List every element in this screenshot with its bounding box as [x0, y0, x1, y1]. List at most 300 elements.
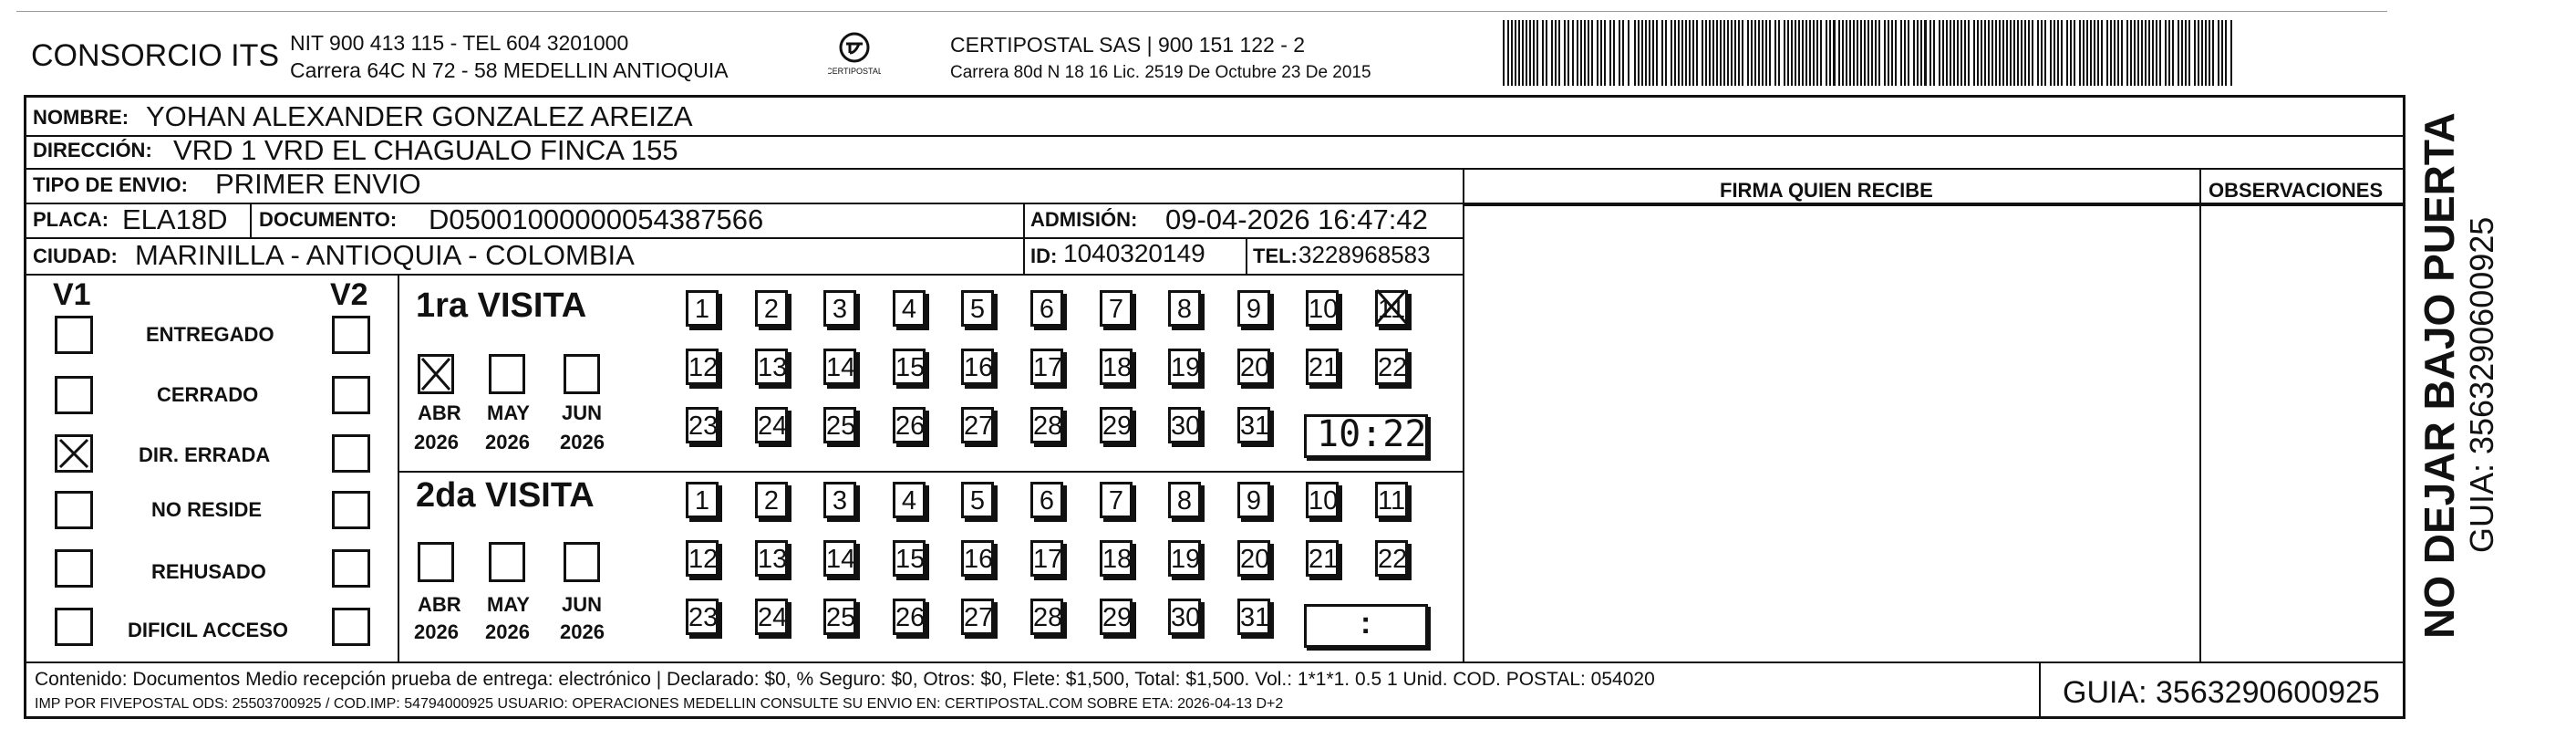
barcode-bar	[1778, 20, 1780, 86]
second-day-29[interactable]: 29	[1100, 599, 1133, 635]
nit-line: NIT 900 413 115 - TEL 604 3201000	[290, 31, 629, 55]
col-line	[2199, 168, 2201, 661]
second-month-label-may: MAY	[487, 593, 530, 616]
barcode-bar	[1968, 20, 1970, 86]
barcode-bar	[1522, 20, 1524, 86]
v2-checkbox-rehusado[interactable]	[332, 549, 370, 588]
barcode-bar	[1774, 20, 1776, 86]
barcode-bar	[1720, 20, 1722, 86]
second-year-label: 2026	[485, 620, 530, 643]
nombre-value: YOHAN ALEXANDER GONZALEZ AREIZA	[146, 100, 693, 132]
barcode-bar	[2017, 20, 2019, 86]
second-day-18[interactable]: 18	[1100, 540, 1133, 577]
barcode-bar	[1842, 20, 1844, 86]
v1-checkbox-no-reside[interactable]	[55, 491, 93, 529]
first-day-16[interactable]: 16	[961, 349, 994, 385]
barcode-bar	[1529, 20, 1531, 86]
col-line	[1246, 237, 1247, 274]
barcode-bar	[2114, 20, 2116, 86]
barcode-bar	[2010, 20, 2012, 86]
first-day-14[interactable]: 14	[823, 349, 856, 385]
barcode-bar	[2006, 20, 2008, 86]
barcode-bar	[1727, 20, 1729, 86]
barcode-bar	[1712, 20, 1714, 86]
svg-text:CERTIPOSTAL: CERTIPOSTAL	[828, 67, 881, 76]
barcode-bar	[1702, 20, 1703, 86]
barcode-bar	[1716, 20, 1718, 86]
barcode-bar	[1849, 20, 1851, 86]
barcode-bar	[1900, 20, 1902, 86]
barcode-bar	[1572, 20, 1574, 86]
barcode-bar	[1503, 20, 1505, 86]
first-day-9[interactable]: 9	[1237, 290, 1270, 327]
barcode-bar	[1738, 20, 1740, 86]
documento-value: D05001000000054387566	[429, 203, 764, 235]
first-day-6[interactable]: 6	[1030, 290, 1063, 327]
footer-print-info: IMP POR FIVEPOSTAL ODS: 25503700925 / COD.IMP: 54794000925 USUARIO: OPERACIONES MEDELLIN CONSULTE SU ENVIO EN: CERTIPOSTAL.COM SOBRE ETA: 2026-04-13 D+2	[35, 696, 1284, 712]
first-day-25[interactable]: 25	[823, 407, 856, 443]
barcode-bar	[1546, 20, 1547, 86]
barcode-bar	[2185, 20, 2187, 86]
barcode-bar	[1731, 20, 1733, 86]
first-month-may[interactable]	[489, 354, 525, 394]
second-year-label: 2026	[560, 620, 605, 643]
barcode-bar	[1960, 20, 1962, 86]
second-day-31[interactable]: 31	[1237, 599, 1270, 635]
barcode-bar	[2106, 20, 2108, 86]
status-no-reside: NO RESIDE	[151, 498, 263, 521]
barcode-bar	[1895, 20, 1897, 86]
v1-checkbox-entregado[interactable]	[55, 316, 93, 354]
barcode-bar	[1933, 20, 1935, 86]
barcode-bar	[1656, 20, 1658, 86]
col-line	[1463, 168, 1464, 661]
barcode-bar	[1584, 20, 1586, 86]
second-day-9[interactable]: 9	[1237, 482, 1270, 518]
second-day-12[interactable]: 12	[686, 540, 719, 577]
barcode-bar	[1787, 20, 1789, 86]
barcode-bar	[1988, 20, 1990, 86]
barcode-bar	[2137, 20, 2139, 86]
barcode-bar	[2145, 20, 2147, 86]
second-month-may[interactable]	[489, 542, 525, 582]
second-day-25[interactable]: 25	[823, 599, 856, 635]
second-day-3[interactable]: 3	[823, 482, 856, 518]
barcode-bar	[1758, 20, 1760, 86]
second-day-10[interactable]: 10	[1306, 482, 1339, 518]
first-day-1[interactable]: 1	[686, 290, 719, 327]
barcode-bar	[2181, 20, 2183, 86]
barcode-bar	[1705, 20, 1707, 86]
barcode-bar	[1999, 20, 2001, 86]
barcode-bar	[2168, 20, 2170, 86]
first-day-22[interactable]: 22	[1375, 349, 1408, 385]
barcode-bar	[1802, 20, 1804, 86]
first-day-28[interactable]: 28	[1030, 407, 1063, 443]
barcode-bar	[1511, 20, 1513, 86]
barcode-bar	[1638, 20, 1640, 86]
barcode-bar	[2188, 20, 2190, 86]
second-month-abr[interactable]	[418, 542, 454, 582]
barcode-bar	[1904, 20, 1906, 86]
row-line	[398, 471, 1463, 473]
second-day-17[interactable]: 17	[1030, 540, 1063, 577]
col-line	[250, 203, 252, 237]
first-day-18[interactable]: 18	[1100, 349, 1133, 385]
col-line	[2039, 661, 2041, 719]
barcode-bar	[1957, 20, 1959, 86]
first-day-24[interactable]: 24	[755, 407, 788, 443]
second-year-label: 2026	[414, 620, 459, 643]
v2-checkbox-cerrado[interactable]	[332, 376, 370, 414]
second-day-30[interactable]: 30	[1168, 599, 1201, 635]
barcode-bar	[1609, 20, 1611, 86]
barcode-bar	[1652, 20, 1654, 86]
first-month-label-jun: JUN	[562, 401, 603, 424]
barcode-bar	[1649, 20, 1650, 86]
barcode-bar	[1908, 20, 1909, 86]
certipostal-line: CERTIPOSTAL SAS | 900 151 122 - 2	[950, 33, 1306, 57]
first-day-19[interactable]: 19	[1168, 349, 1201, 385]
barcode-bar	[2165, 20, 2167, 86]
side-guia: GUIA: 3563290600925	[2463, 216, 2500, 553]
first-day-5[interactable]: 5	[961, 290, 994, 327]
barcode-bar	[1878, 20, 1880, 86]
first-time-value: 10:22	[1317, 413, 1427, 455]
v2-checkbox-entregado[interactable]	[332, 316, 370, 354]
first-day-12[interactable]: 12	[686, 349, 719, 385]
second-day-15[interactable]: 15	[893, 540, 926, 577]
barcode-bar	[2021, 20, 2023, 86]
v2-checkbox-no-reside[interactable]	[332, 491, 370, 529]
second-month-label-jun: JUN	[562, 593, 603, 616]
status-dificil-acceso: DIFICIL ACCESO	[128, 619, 289, 641]
placa-label: PLACA:	[33, 208, 109, 231]
barcode-bar	[1613, 20, 1615, 86]
barcode-bar	[2134, 20, 2136, 86]
barcode-bar	[2117, 20, 2119, 86]
barcode-bar	[2057, 20, 2059, 86]
barcode-bar	[1826, 20, 1827, 86]
second-visit-title: 2da VISITA	[416, 476, 595, 515]
status-entregado: ENTREGADO	[146, 323, 274, 346]
barcode-bar	[1526, 20, 1527, 86]
barcode-bar	[1551, 20, 1553, 86]
status-cerrado: CERRADO	[157, 383, 259, 406]
barcode-bar	[1628, 20, 1629, 86]
barcode-bar	[1536, 20, 1538, 86]
barcode-bar	[1953, 20, 1955, 86]
company-name: CONSORCIO ITS	[31, 38, 280, 73]
barcode-bar	[1995, 20, 1997, 86]
barcode-bar	[1762, 20, 1764, 86]
second-day-26[interactable]: 26	[893, 599, 926, 635]
barcode-bar	[2013, 20, 2015, 86]
placa-value: ELA18D	[122, 203, 228, 235]
barcode-bar	[2221, 20, 2223, 86]
admision-value: 09-04-2026 16:47:42	[1165, 203, 1428, 235]
barcode-bar	[2126, 20, 2128, 86]
barcode-bar	[2044, 20, 2046, 86]
side-warning-wrap	[2418, 95, 2509, 642]
barcode-bar	[1864, 20, 1866, 86]
barcode-bar	[1860, 20, 1862, 86]
barcode-bar	[1981, 20, 1982, 86]
second-day-8[interactable]: 8	[1168, 482, 1201, 518]
barcode-bar	[1681, 20, 1683, 86]
barcode-bar	[2041, 20, 2043, 86]
first-day-27[interactable]: 27	[961, 407, 994, 443]
barcode-bar	[1784, 20, 1785, 86]
barcode-bar	[1833, 20, 1836, 86]
barcode-bar	[1641, 20, 1643, 86]
barcode-bar	[1798, 20, 1800, 86]
barcode-bar	[1751, 20, 1753, 86]
second-month-jun[interactable]	[564, 542, 600, 582]
v2-checkbox-dificil-acceso[interactable]	[332, 608, 370, 646]
barcode-bar	[2178, 20, 2179, 86]
barcode-bar	[1884, 20, 1886, 86]
barcode-bar	[2130, 20, 2132, 86]
footer-guia: GUIA: 3563290600925	[2063, 675, 2380, 710]
first-year-label: 2026	[414, 431, 459, 453]
second-day-5[interactable]: 5	[961, 482, 994, 518]
barcode-bar	[1991, 20, 1993, 86]
barcode-bar	[1795, 20, 1796, 86]
barcode-bar	[1769, 20, 1771, 86]
barcode-bar	[1597, 20, 1598, 86]
first-day-17[interactable]: 17	[1030, 349, 1063, 385]
first-day-29[interactable]: 29	[1100, 407, 1133, 443]
barcode-bar	[1829, 20, 1831, 86]
barcode-bar	[1671, 20, 1672, 86]
firma-header: FIRMA QUIEN RECIBE	[1720, 179, 1933, 202]
barcode-bar	[1600, 20, 1602, 86]
barcode-bar	[1709, 20, 1711, 86]
barcode-bar	[1913, 20, 1915, 86]
direccion-label: DIRECCIÓN:	[33, 139, 152, 161]
barcode-bar	[1685, 20, 1687, 86]
second-day-16[interactable]: 16	[961, 540, 994, 577]
barcode-bar	[1920, 20, 1922, 86]
barcode-bar	[1846, 20, 1847, 86]
first-year-label: 2026	[485, 431, 530, 453]
first-day-15[interactable]: 15	[893, 349, 926, 385]
second-month-label-abr: ABR	[418, 593, 461, 616]
row-line	[24, 661, 2405, 663]
barcode-bar	[1564, 20, 1566, 86]
barcode-bar	[1875, 20, 1877, 86]
v2-header: V2	[330, 277, 368, 312]
first-day-13[interactable]: 13	[755, 349, 788, 385]
second-day-11[interactable]: 11	[1375, 482, 1408, 518]
barcode-bar	[2083, 20, 2085, 86]
tipo-envio-label: TIPO DE ENVIO:	[33, 173, 188, 196]
barcode-bar	[1950, 20, 1951, 86]
second-time-value: :	[1360, 606, 1371, 641]
barcode-bar	[1723, 20, 1725, 86]
barcode-bar	[2002, 20, 2004, 86]
tel-value: 3228968583	[1298, 241, 1431, 268]
barcode-bar	[2061, 20, 2063, 86]
second-day-7[interactable]: 7	[1100, 482, 1133, 518]
barcode-bar	[1924, 20, 1927, 86]
first-day-8[interactable]: 8	[1168, 290, 1201, 327]
barcode-bar	[2090, 20, 2092, 86]
first-day-31[interactable]: 31	[1237, 407, 1270, 443]
license-line: Carrera 80d N 18 16 Lic. 2519 De Octubre 23 De 2015	[950, 63, 1371, 82]
certipostal-logo	[828, 31, 881, 78]
v1-checkbox-cerrado[interactable]	[55, 376, 93, 414]
ciudad-value: MARINILLA - ANTIOQUIA - COLOMBIA	[135, 239, 635, 271]
second-day-19[interactable]: 19	[1168, 540, 1201, 577]
barcode-bar	[1634, 20, 1636, 86]
second-day-13[interactable]: 13	[755, 540, 788, 577]
barcode-bar	[2152, 20, 2154, 86]
barcode-bar	[2148, 20, 2150, 86]
barcode-bar	[2094, 20, 2095, 86]
barcode-bar	[2172, 20, 2174, 86]
barcode-bar	[2054, 20, 2055, 86]
second-day-6[interactable]: 6	[1030, 482, 1063, 518]
barcode-bar	[1604, 20, 1606, 86]
first-year-label: 2026	[560, 431, 605, 453]
col-header-line	[1463, 204, 2404, 206]
barcode-bar	[1588, 20, 1589, 86]
barcode-bar	[2205, 20, 2207, 86]
barcode-bar	[1689, 20, 1691, 86]
nombre-label: NOMBRE:	[33, 106, 129, 129]
second-day-1[interactable]: 1	[686, 482, 719, 518]
second-day-21[interactable]: 21	[1306, 540, 1339, 577]
v1-checkbox-dificil-acceso[interactable]	[55, 608, 93, 646]
barcode-bar	[1507, 20, 1509, 86]
first-day-23[interactable]: 23	[686, 407, 719, 443]
col-line	[1023, 203, 1025, 274]
barcode-bar	[1977, 20, 1979, 86]
first-day-4[interactable]: 4	[893, 290, 926, 327]
barcode-bar	[1984, 20, 1986, 86]
barcode-bar	[2218, 20, 2219, 86]
barcode-bar	[2209, 20, 2210, 86]
first-day-3[interactable]: 3	[823, 290, 856, 327]
side-warning: NO DEJAR BAJO PUERTA	[2416, 112, 2463, 639]
first-month-jun[interactable]	[564, 354, 600, 394]
v2-checkbox-dir-errada[interactable]	[332, 434, 370, 473]
barcode-bar	[2225, 20, 2227, 86]
second-day-4[interactable]: 4	[893, 482, 926, 518]
barcode-bar	[1558, 20, 1560, 86]
barcode-bar	[2079, 20, 2081, 86]
barcode-bar	[1964, 20, 1966, 86]
second-day-2[interactable]: 2	[755, 482, 788, 518]
logo-icon	[828, 31, 881, 78]
second-day-28[interactable]: 28	[1030, 599, 1063, 635]
barcode-bar	[2070, 20, 2072, 86]
second-day-23[interactable]: 23	[686, 599, 719, 635]
barcode-bar	[1813, 20, 1815, 86]
barcode-bar	[2141, 20, 2143, 86]
second-day-24[interactable]: 24	[755, 599, 788, 635]
x-mark-icon	[55, 434, 93, 473]
barcode-bar	[1871, 20, 1873, 86]
barcode-bar	[1973, 20, 1975, 86]
documento-label: DOCUMENTO:	[259, 208, 398, 231]
barcode-bar	[1674, 20, 1676, 86]
barcode-bar	[2110, 20, 2112, 86]
barcode-bar	[1857, 20, 1858, 86]
barcode-bar	[1518, 20, 1520, 86]
first-month-label-abr: ABR	[418, 401, 461, 424]
barcode-bar	[2156, 20, 2157, 86]
barcode-bar	[2066, 20, 2068, 86]
barcode-bar	[2097, 20, 2099, 86]
barcode-bar	[1809, 20, 1811, 86]
second-day-27[interactable]: 27	[961, 599, 994, 635]
x-mark-icon	[1373, 286, 1410, 327]
barcode-bar	[1591, 20, 1593, 86]
barcode-bar	[1533, 20, 1535, 86]
id-label: ID:	[1030, 245, 1058, 267]
second-day-20[interactable]: 20	[1237, 540, 1270, 577]
barcode-bar	[1888, 20, 1889, 86]
barcode-bar	[1765, 20, 1767, 86]
barcode-bar	[1567, 20, 1569, 86]
barcode-bar	[2230, 20, 2232, 86]
barcode-bar	[1946, 20, 1948, 86]
first-day-10[interactable]: 10	[1306, 290, 1339, 327]
first-day-26[interactable]: 26	[893, 407, 926, 443]
barcode-bar	[1734, 20, 1736, 86]
v1-checkbox-rehusado[interactable]	[55, 549, 93, 588]
barcode-bar	[1622, 20, 1624, 86]
barcode-bar	[1577, 20, 1578, 86]
second-day-22[interactable]: 22	[1375, 540, 1408, 577]
barcode-bar	[1692, 20, 1694, 86]
first-day-30[interactable]: 30	[1168, 407, 1201, 443]
barcode-bar	[1917, 20, 1919, 86]
status-dir-errada: DIR. ERRADA	[139, 443, 271, 466]
status-rehusado: REHUSADO	[151, 560, 266, 583]
barcode-bar	[1747, 20, 1749, 86]
first-day-21[interactable]: 21	[1306, 349, 1339, 385]
barcode-bar	[1742, 20, 1743, 86]
barcode-bar	[1619, 20, 1620, 86]
barcode-bar	[1665, 20, 1667, 86]
barcode-bar	[1580, 20, 1582, 86]
barcode-bar	[2212, 20, 2214, 86]
top-edge-line	[16, 11, 2387, 12]
first-day-2[interactable]: 2	[755, 290, 788, 327]
barcode-bar	[2028, 20, 2030, 86]
second-day-14[interactable]: 14	[823, 540, 856, 577]
first-day-7[interactable]: 7	[1100, 290, 1133, 327]
barcode-bar	[1661, 20, 1663, 86]
first-day-20[interactable]: 20	[1237, 349, 1270, 385]
barcode-bar	[1838, 20, 1840, 86]
barcode-bar	[1929, 20, 1931, 86]
row-line	[24, 274, 1463, 276]
barcode-bar	[1853, 20, 1855, 86]
barcode-bar	[2159, 20, 2161, 86]
v1-header: V1	[53, 277, 91, 312]
barcode-bar	[1942, 20, 1944, 86]
first-day-11[interactable]: 11	[1375, 290, 1408, 327]
barcode-bar	[1515, 20, 1516, 86]
first-visit-title: 1ra VISITA	[416, 286, 587, 325]
barcode-bar	[2101, 20, 2103, 86]
barcode-bar	[2050, 20, 2052, 86]
